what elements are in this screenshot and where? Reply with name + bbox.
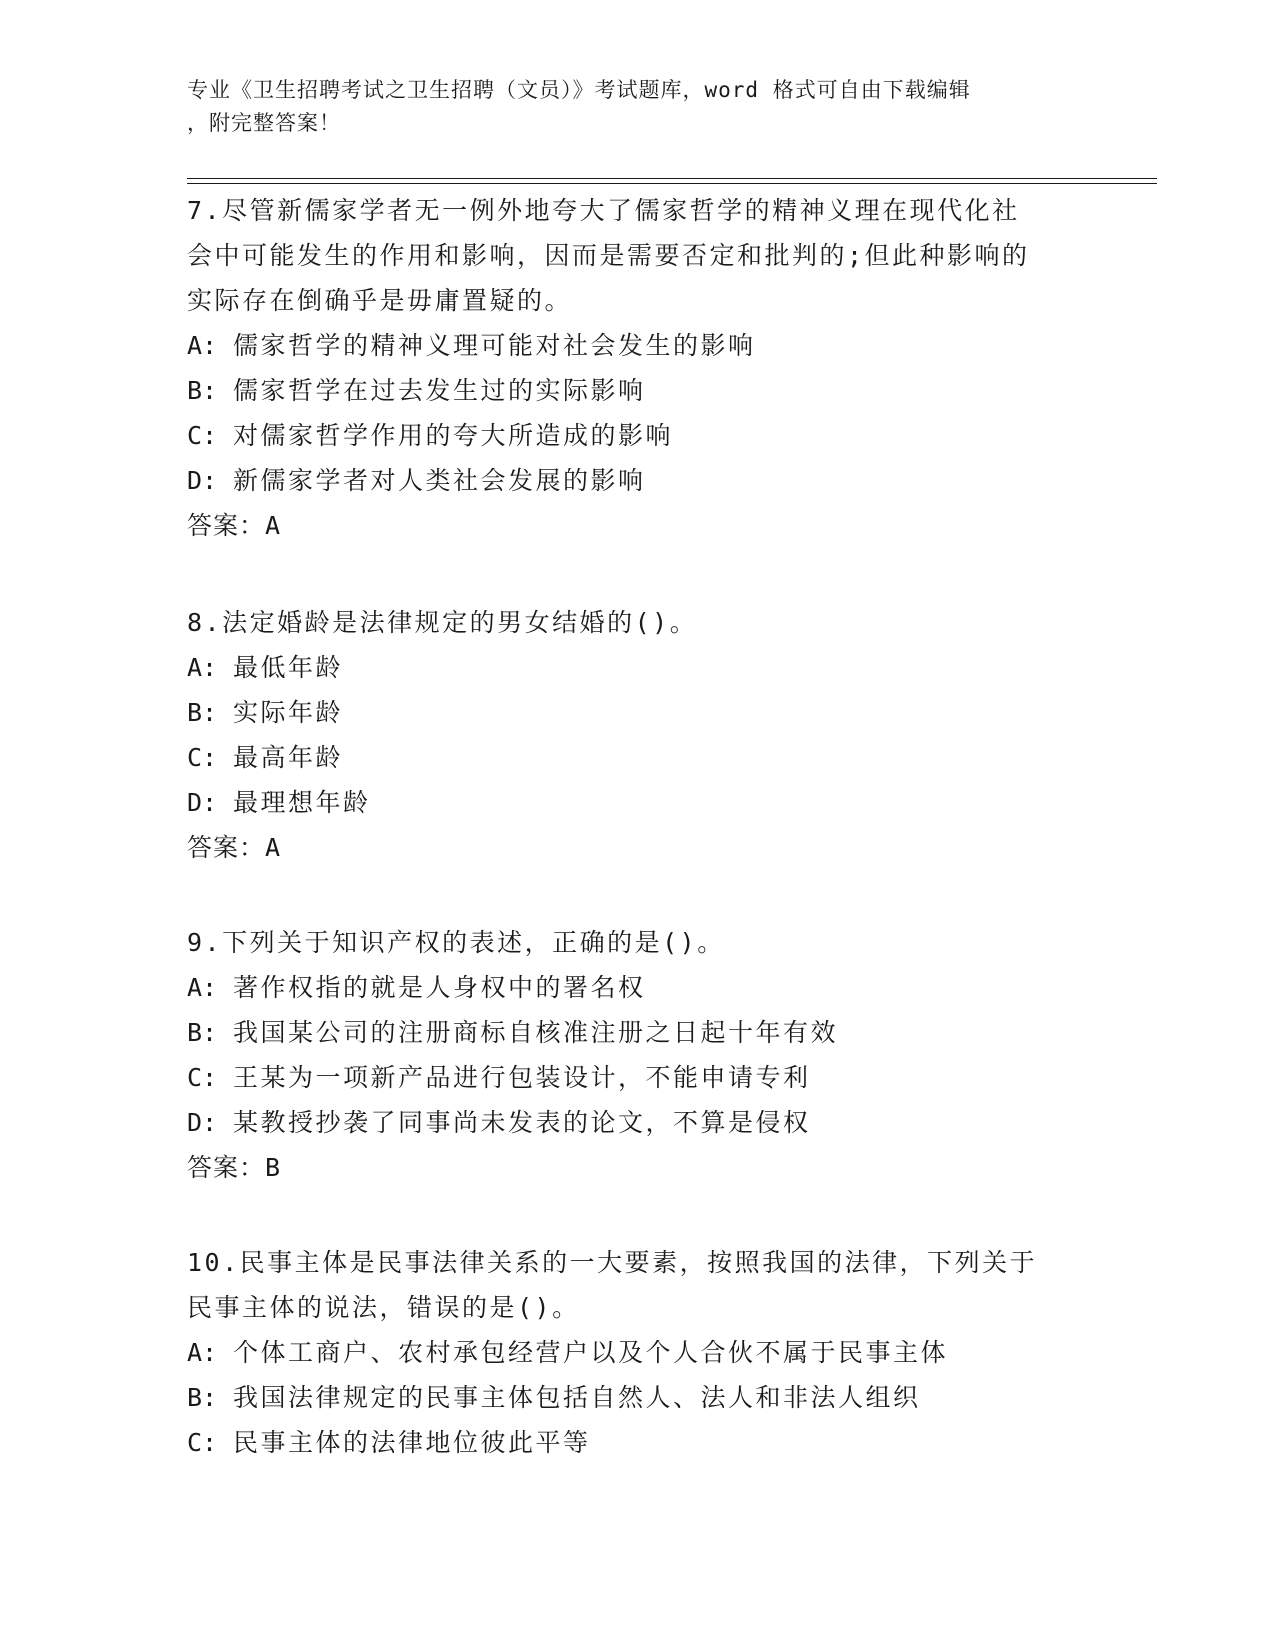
answer-label: 答案： — [187, 511, 266, 540]
option-d — [187, 458, 1087, 503]
option-label: A: — [187, 653, 218, 682]
stem-line: 实际存在倒确乎是毋庸置疑的。 — [187, 286, 573, 315]
option-text: 最理想年龄 — [233, 788, 371, 817]
answer-value: A — [265, 511, 282, 540]
stem-line: 10.民事主体是民事法律关系的一大要素，按照我国的法律，下列关于 — [187, 1248, 1038, 1277]
option-text: 某教授抄袭了同事尚未发表的论文，不算是侵权 — [233, 1108, 811, 1137]
option-d — [187, 1100, 1087, 1145]
question-10 — [187, 1240, 1087, 1465]
stem-line: 8.法定婚龄是法律规定的男女结婚的()。 — [187, 608, 698, 637]
option-d — [187, 780, 1087, 825]
option-c — [187, 1420, 1087, 1465]
option-b — [187, 690, 1087, 735]
option-label: B: — [187, 698, 218, 727]
question-8 — [187, 600, 1087, 870]
option-label: D: — [187, 1108, 218, 1137]
question-stem — [187, 920, 1087, 965]
option-text: 实际年龄 — [233, 698, 344, 727]
option-b — [187, 368, 1087, 413]
header-divider-bottom — [187, 183, 1157, 184]
header-line-2: ，附完整答案！ — [187, 111, 341, 135]
header-line-1: 专业《卫生招聘考试之卫生招聘（文员）》考试题库，word 格式可自由下载编辑 — [187, 78, 971, 102]
option-text: 最高年龄 — [233, 743, 344, 772]
option-text: 儒家哲学在过去发生过的实际影响 — [233, 376, 646, 405]
option-label: C: — [187, 421, 218, 450]
answer-value: A — [265, 833, 282, 862]
stem-line: 9.下列关于知识产权的表述，正确的是()。 — [187, 928, 725, 957]
option-a — [187, 645, 1087, 690]
option-text: 最低年龄 — [233, 653, 344, 682]
option-text: 我国法律规定的民事主体包括自然人、法人和非法人组织 — [233, 1383, 921, 1412]
option-label: C: — [187, 743, 218, 772]
answer-line — [187, 503, 1087, 548]
option-a — [187, 1330, 1087, 1375]
option-text: 儒家哲学的精神义理可能对社会发生的影响 — [233, 331, 756, 360]
question-stem — [187, 188, 1087, 323]
question-7 — [187, 188, 1087, 548]
document-header — [187, 74, 1067, 140]
option-label: D: — [187, 788, 218, 817]
option-text: 对儒家哲学作用的夸大所造成的影响 — [233, 421, 674, 450]
question-stem — [187, 1240, 1087, 1330]
answer-line — [187, 1145, 1087, 1190]
option-c — [187, 735, 1087, 780]
answer-label: 答案： — [187, 1153, 266, 1182]
option-label: D: — [187, 466, 218, 495]
option-label: B: — [187, 1383, 218, 1412]
option-text: 我国某公司的注册商标自核准注册之日起十年有效 — [233, 1018, 839, 1047]
option-b — [187, 1375, 1087, 1420]
option-a — [187, 323, 1087, 368]
option-label: A: — [187, 331, 218, 360]
option-text: 民事主体的法律地位彼此平等 — [233, 1428, 591, 1457]
answer-label: 答案： — [187, 833, 266, 862]
option-label: B: — [187, 376, 218, 405]
option-a — [187, 965, 1087, 1010]
stem-line: 7.尽管新儒家学者无一例外地夸大了儒家哲学的精神义理在现代化社 — [187, 196, 1020, 225]
option-label: C: — [187, 1063, 218, 1092]
stem-line: 会中可能发生的作用和影响，因而是需要否定和批判的;但此种影响的 — [187, 241, 1030, 270]
question-stem — [187, 600, 1087, 645]
question-9 — [187, 920, 1087, 1190]
stem-line: 民事主体的说法，错误的是()。 — [187, 1293, 580, 1322]
option-c — [187, 413, 1087, 458]
option-label: C: — [187, 1428, 218, 1457]
answer-value: B — [265, 1153, 282, 1182]
header-divider-top — [187, 178, 1157, 179]
option-text: 个体工商户、农村承包经营户以及个人合伙不属于民事主体 — [233, 1338, 949, 1367]
option-c — [187, 1055, 1087, 1100]
option-text: 著作权指的就是人身权中的署名权 — [233, 973, 646, 1002]
option-text: 新儒家学者对人类社会发展的影响 — [233, 466, 646, 495]
option-b — [187, 1010, 1087, 1055]
answer-line — [187, 825, 1087, 870]
option-label: B: — [187, 1018, 218, 1047]
option-text: 王某为一项新产品进行包装设计，不能申请专利 — [233, 1063, 811, 1092]
option-label: A: — [187, 973, 218, 1002]
option-label: A: — [187, 1338, 218, 1367]
